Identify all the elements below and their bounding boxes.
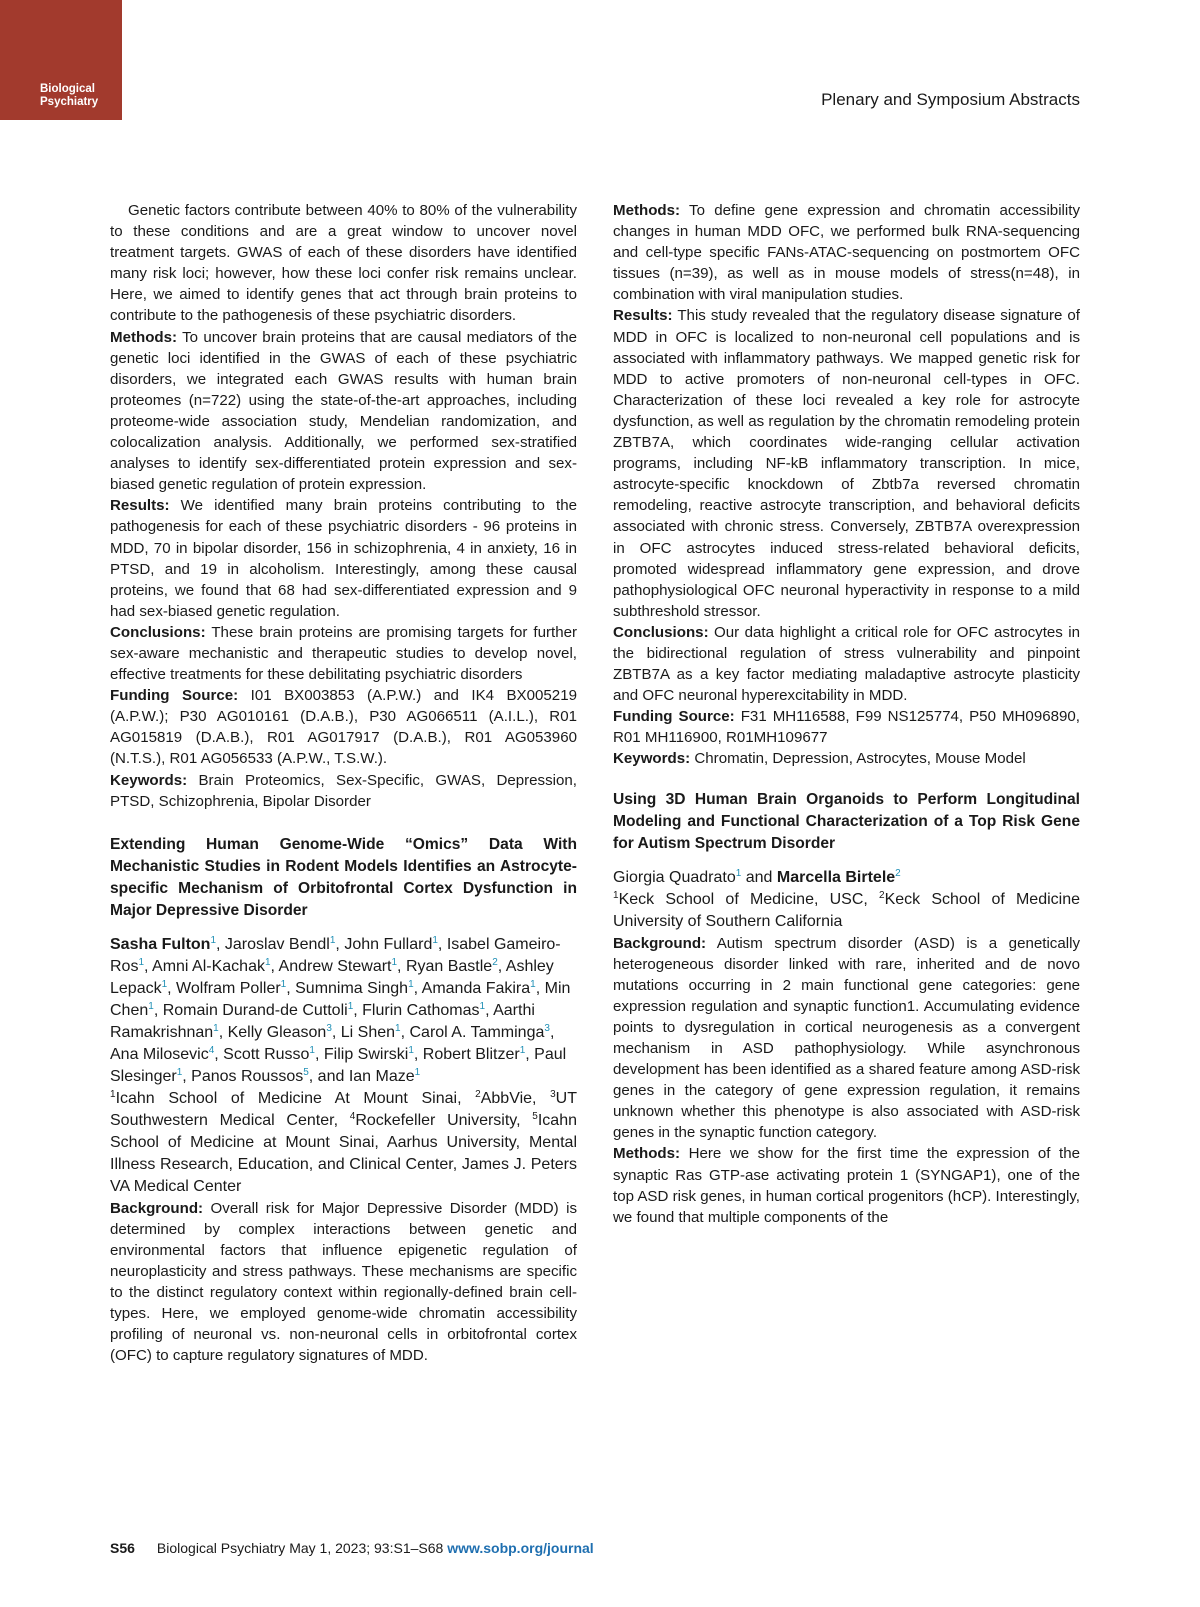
- author-separator: ,: [497, 957, 506, 975]
- methods-label: Methods:: [110, 328, 178, 346]
- affiliation-text: Keck School of Medicine University of Southern California: [613, 890, 1081, 930]
- author-name: Ashley Lepack: [110, 957, 554, 997]
- background-paragraph: [613, 933, 1080, 1144]
- affiliation-mark: 4: [349, 1110, 356, 1122]
- author-affiliation-mark: 1: [138, 956, 145, 968]
- author-name: Aarthi Ramakrishnan: [110, 1001, 535, 1041]
- author-separator: ,: [182, 1067, 192, 1085]
- affiliation-text: Icahn School of Medicine At Mount Sinai,: [115, 1089, 476, 1107]
- funding-text: I01 BX003853 (A.P.W.) and IK4 BX005219 (A.P.W.); P30 AG010161 (D.A.B.), P30 AG066511 (A.I.L.), R01 AG015819 (D.A.B.), R01 AG017917 (D.A.B.), R01 AG053960 (N.T.S.), R01 AG056533 (A.P.W., T.S.W.).: [110, 687, 577, 768]
- journal-tab: [0, 0, 122, 120]
- conclusions-label: Conclusions:: [110, 623, 206, 641]
- author-name: Scott Russo: [223, 1045, 310, 1063]
- author-separator: ,: [314, 1045, 324, 1063]
- author-name: Isabel Gameiro-Ros: [110, 935, 561, 975]
- right-column: [613, 200, 1080, 1228]
- author-affiliation-mark: 3: [544, 1022, 550, 1034]
- author-affiliation-mark: 1: [176, 1066, 183, 1078]
- author-separator: , and: [308, 1067, 349, 1085]
- author-affiliation-mark: 1: [432, 934, 438, 946]
- author-name: Amanda Fakira: [421, 979, 531, 997]
- author-affiliation-mark: 1: [408, 978, 414, 990]
- funding-label: Funding Source:: [110, 687, 239, 705]
- author-affiliation-mark: 1: [519, 1044, 526, 1056]
- author-affiliation-mark: 1: [210, 934, 217, 946]
- results-paragraph: [110, 495, 577, 622]
- funding-label: Funding Source:: [613, 708, 735, 726]
- presenting-author-name: Marcella Birtele: [776, 868, 896, 886]
- author-affiliation-mark: 1: [329, 934, 336, 946]
- background-label: Background:: [613, 934, 707, 952]
- author-affiliation-mark: 1: [391, 956, 398, 968]
- affiliation-mark: 1: [110, 1088, 116, 1100]
- author-list: [110, 934, 577, 1088]
- conclusions-label: Conclusions:: [613, 623, 709, 641]
- author-affiliation-mark: 1: [479, 1000, 486, 1012]
- keywords-paragraph: [110, 770, 577, 812]
- affiliation-text: AbbVie,: [480, 1089, 551, 1107]
- author-separator: ,: [331, 1023, 341, 1041]
- results-label: Results:: [110, 497, 170, 515]
- author-name: Ryan Bastle: [405, 957, 493, 975]
- left-column: [110, 200, 577, 1366]
- journal-name-line2: Psychiatry: [40, 95, 99, 108]
- methods-paragraph: [613, 200, 1080, 305]
- author-separator: and: [741, 868, 777, 886]
- author-separator: ,: [153, 1001, 163, 1019]
- keywords-label: Keywords:: [613, 750, 691, 768]
- author-affiliation-mark: 1: [347, 1000, 354, 1012]
- author-name: Ana Milosevic: [110, 1045, 209, 1063]
- author-separator: ,: [216, 935, 225, 953]
- methods-text: To uncover brain proteins that are causal mediators of the genetic loci identified in the GWAS of each of these psychiatric disorders, we integrated each GWAS results with human brain proteomes (n=722) using the state-of-the-art approaches, including proteome-wide association study, Mendelian randomization, and colocalization analysis. Additionally, we performed sex-stratified analyses to identify sex-differentiated protein expression and sex-biased genetic regulation of protein expression.: [110, 328, 577, 494]
- author-list: [613, 867, 1080, 889]
- conclusions-paragraph: [613, 622, 1080, 706]
- author-affiliation-mark: 5: [303, 1066, 309, 1078]
- author-name: Giorgia Quadrato: [613, 868, 736, 886]
- abstract-title: Extending Human Genome-Wide “Omics” Data With Mechanistic Studies in Rodent Models Identifies an Astrocyte-specific Mechanism of Orbitofrontal Cortex Dysfunction in Major Depressive Disorder: [110, 835, 577, 919]
- author-affiliation-mark: 1: [309, 1044, 315, 1056]
- affiliation-mark: 3: [550, 1088, 556, 1100]
- author-separator: ,: [413, 979, 422, 997]
- methods-paragraph: [110, 327, 577, 496]
- author-separator: ,: [144, 957, 153, 975]
- background-text: Autism spectrum disorder (ASD) is a genetically heterogeneous disorder linked with rare, inherited and de novo mutations occurring in 2 main functional gene categories: gene expression regulation and synaptic function1. Accumulating evidence points to dysregulation in cortical neurogenesis as a convergent mechanism in ASD pathophysiology. While asynchronous development has been identified as a shared feature among ASD-risk genes in the category of gene expression regulation, it remains unknown whether this phenotype is also associated with ASD-risk genes in the synaptic function category.: [613, 934, 1080, 1142]
- results-text: We identified many brain proteins contributing to the pathogenesis for each of these psychiatric disorders - 96 proteins in MDD, 70 in bipolar disorder, 156 in schizophrenia, 4 in anxiety, 16 in PTSD, and 19 in alcoholism. Interestingly, among these causal proteins, we found that 68 had sex-differentiated expression and 9 had sex-biased genetic regulation.: [110, 497, 577, 620]
- affiliation-text: Keck School of Medicine, USC,: [618, 890, 880, 908]
- keywords-text: Brain Proteomics, Sex-Specific, GWAS, Depression, PTSD, Schizophrenia, Bipolar Disorder: [110, 771, 577, 810]
- author-name: Wolfram Poller: [176, 979, 281, 997]
- affiliations: [110, 1088, 577, 1198]
- affiliation-mark: 2: [475, 1088, 481, 1100]
- author-name: Kelly Gleason: [227, 1023, 327, 1041]
- page-number: S56: [110, 1540, 135, 1556]
- author-name: Andrew Stewart: [278, 957, 392, 975]
- affiliation-mark: 1: [613, 889, 619, 901]
- background-paragraph: [110, 1198, 577, 1367]
- author-affiliation-mark: 1: [148, 1000, 154, 1012]
- author-name: Paul Slesinger: [110, 1045, 567, 1085]
- methods-text: To define gene expression and chromatin accessibility changes in human MDD OFC, we performed bulk RNA-sequencing and cell-type specific FANs-ATAC-sequencing on postmortem OFC tissues (n=39), as well as in mouse models of stress(n=48), in combination with viral manipulation studies.: [613, 202, 1080, 304]
- funding-paragraph: [110, 685, 577, 769]
- author-name: John Fullard: [344, 935, 433, 953]
- author-affiliation-mark: 1: [161, 978, 168, 990]
- affiliation-text: Icahn School of Medicine at Mount Sinai, Aarhus University, Mental Illness Research, Education, and Clinical Center, James J. Peters VA Medical Center: [110, 1111, 577, 1195]
- results-paragraph: [613, 305, 1080, 621]
- author-affiliation-mark: 3: [326, 1022, 332, 1034]
- methods-paragraph: [613, 1143, 1080, 1227]
- author-affiliation-mark: 2: [895, 867, 901, 879]
- affiliation-text: UT Southwestern Medical Center,: [110, 1089, 577, 1129]
- author-affiliation-mark: 1: [735, 867, 742, 879]
- methods-label: Methods:: [613, 202, 681, 219]
- funding-paragraph: [613, 706, 1080, 748]
- author-affiliation-mark: 1: [414, 1066, 421, 1078]
- abstract-title: Using 3D Human Brain Organoids to Perform Longitudinal Modeling and Functional Characterization of a Top Risk Gene for Autism Spectrum Disorder: [613, 790, 1080, 852]
- author-affiliation-mark: 1: [213, 1022, 219, 1034]
- author-name: Min Chen: [110, 979, 571, 1019]
- author-affiliation-mark: 1: [408, 1044, 414, 1056]
- author-name: Carol A. Tamminga: [409, 1023, 545, 1041]
- author-name: Panos Roussos: [191, 1067, 304, 1085]
- results-text: This study revealed that the regulatory disease signature of MDD in OFC is localized to non-neuronal cell populations and is associated with inflammatory pathways. We mapped genetic risk for MDD to active promoters of non-neuronal cell-types in OFC. Characterization of these loci revealed a key role for astrocyte dysfunction, as well as regulation by the chromatin remodeling protein ZBTB7A, which coordinates wide-ranging cellular activation programs, including NF-kB inflammatory transcription. In mice, astrocyte-specific knockdown of Zbtb7a reversed chromatin remodeling, reactive astrocyte transcription, and behavioral deficits associated with chronic stress. Conversely, ZBTB7A overexpression in OFC astrocytes induced stress-related behavioral deficits, promoted widespread inflammatory gene expression, and drove pathophysiological OFC neuronal hyperactivity in response to a mild subthreshold stressor.: [613, 307, 1081, 620]
- author-separator: ,: [218, 1023, 228, 1041]
- author-separator: ,: [397, 957, 406, 975]
- methods-text: Here we show for the first time the expression of the synaptic Ras GTP-ase activating protein 1 (SYNGAP1), one of the top ASD risk genes, in human cortical progenitors (hCP). Interestingly, we found that multiple components of the: [613, 1145, 1080, 1226]
- intro-paragraph: Genetic factors contribute between 40% to 80% of the vulnerability to these conditions and are a great window to uncover novel treatment targets. GWAS of each of these disorders have identified many risk loci; however, how these loci confer risk remains unclear. Here, we aimed to identify genes that act through brain proteins to contribute to the pathogenesis of these psychiatric disorders.: [110, 202, 577, 325]
- author-affiliation-mark: 2: [492, 956, 498, 968]
- author-name: Amni Al-Kachak: [152, 957, 265, 975]
- author-affiliation-mark: 1: [280, 978, 287, 990]
- author-separator: ,: [525, 1045, 535, 1063]
- keywords-paragraph: [613, 748, 1080, 769]
- results-label: Results:: [613, 307, 673, 325]
- author-affiliation-mark: 1: [395, 1022, 401, 1034]
- keywords-label: Keywords:: [110, 771, 188, 789]
- author-separator: ,: [335, 935, 345, 953]
- keywords-text: Chromatin, Depression, Astrocytes, Mouse Model: [694, 750, 1026, 768]
- background-label: Background:: [110, 1199, 204, 1217]
- journal-name-line1: Biological: [40, 83, 95, 95]
- author-name: Robert Blitzer: [422, 1045, 520, 1063]
- conclusions-text: Our data highlight a critical role for OFC astrocytes in the bidirectional regulation of stress vulnerability and pinpoint ZBTB7A as a key factor mediating maladaptive astrocyte plasticity and OFC neuronal hyperexcitability in MDD.: [613, 623, 1080, 705]
- author-separator: ,: [437, 935, 447, 953]
- author-name: Li Shen: [340, 1023, 396, 1041]
- page-footer: [110, 1540, 594, 1556]
- author-affiliation-mark: 1: [264, 956, 271, 968]
- methods-label: Methods:: [613, 1145, 681, 1163]
- citation: Biological Psychiatry May 1, 2023; 93:S1–S68: [156, 1540, 448, 1556]
- author-separator: ,: [549, 1023, 555, 1041]
- affiliation-mark: 5: [532, 1110, 538, 1122]
- author-separator: ,: [214, 1045, 224, 1063]
- author-affiliation-mark: 1: [530, 978, 536, 990]
- author-name: Sumnima Singh: [295, 979, 409, 997]
- author-separator: ,: [167, 979, 177, 997]
- author-name: Jaroslav Bendl: [224, 935, 330, 953]
- conclusions-paragraph: [110, 622, 577, 685]
- section-header: Plenary and Symposium Abstracts: [821, 90, 1080, 109]
- author-name: Romain Durand-de Cuttoli: [162, 1001, 348, 1019]
- affiliation-mark: 2: [879, 889, 885, 901]
- journal-link[interactable]: www.sobp.org/journal: [447, 1540, 594, 1556]
- affiliation-text: Rockefeller University,: [355, 1111, 533, 1129]
- journal-name: [40, 83, 120, 108]
- author-name: Ian Maze: [348, 1067, 415, 1085]
- author-separator: ,: [270, 957, 279, 975]
- author-separator: ,: [353, 1001, 363, 1019]
- affiliations: [613, 889, 1080, 933]
- author-name: Flurin Cathomas: [362, 1001, 480, 1019]
- conclusions-text: These brain proteins are promising targets for further sex-aware mechanistic and therapeutic studies to develop novel, effective treatments for these debilitating psychiatric disorders: [110, 623, 578, 684]
- author-affiliation-mark: 4: [208, 1044, 215, 1056]
- funding-text: F31 MH116588, F99 NS125774, P50 MH096890, R01 MH116900, R01MH109677: [613, 708, 1080, 747]
- author-separator: ,: [400, 1023, 410, 1041]
- presenting-author-name: Sasha Fulton: [110, 935, 211, 953]
- author-separator: ,: [286, 979, 296, 997]
- author-separator: ,: [413, 1045, 423, 1063]
- author-separator: ,: [485, 1001, 494, 1019]
- author-separator: ,: [535, 979, 545, 997]
- background-text: Overall risk for Major Depressive Disorder (MDD) is determined by complex interactions between genetic and environmental factors that influence epigenetic regulation of neuroplasticity and stress pathways. These mechanisms are specific to the distinct regulatory context within regionally-defined brain cell-types. Here, we employed genome-wide chromatin accessibility profiling of neuronal vs. non-neuronal cells in orbitofrontal cortex (OFC) to capture regulatory signatures of MDD.: [110, 1199, 577, 1365]
- author-name: Filip Swirski: [323, 1045, 409, 1063]
